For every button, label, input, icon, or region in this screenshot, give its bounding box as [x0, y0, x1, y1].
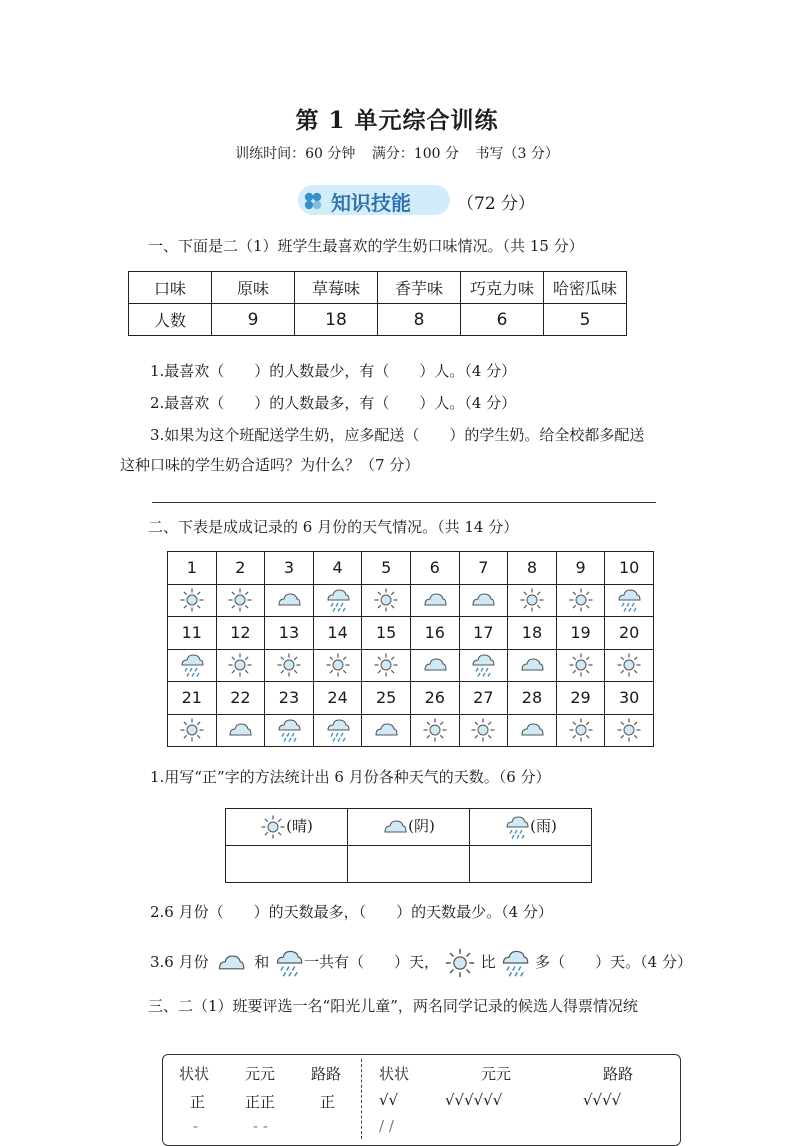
vote-tally-partial: - - — [253, 1117, 268, 1135]
day-number: 20 — [605, 617, 654, 650]
rain-icon — [276, 717, 302, 743]
sun-icon — [179, 587, 205, 613]
q2-sub1: 1.用写“正”字的方法统计出 6 月份各种天气的天数。（6 分） — [150, 768, 551, 786]
q2-sub3-mid: 一共有（ ）天， — [303, 953, 439, 971]
day-number: 8 — [508, 552, 557, 585]
weather-cell — [605, 649, 654, 682]
answer-line — [152, 502, 656, 503]
weather-cell — [410, 714, 459, 747]
cloud-icon — [382, 814, 408, 840]
cloud-icon — [276, 587, 302, 613]
sun-icon — [373, 587, 399, 613]
sun-icon — [276, 652, 302, 678]
tally-header-cloudy — [348, 809, 470, 846]
table-cell: 8 — [378, 304, 461, 336]
day-number: 15 — [362, 617, 411, 650]
vote-header: 状状 — [379, 1065, 410, 1083]
day-number: 19 — [556, 617, 605, 650]
q1-sub1: 1.最喜欢（ ）的人数最少，有（ ）人。（4 分） — [150, 362, 517, 380]
rain-icon — [500, 946, 530, 980]
weather-cell — [556, 714, 605, 747]
flower-dots-icon — [303, 191, 323, 211]
day-number: 2 — [216, 552, 265, 585]
sun-icon — [444, 947, 476, 979]
full-score: 满分：100 分 — [371, 146, 460, 162]
weather-cell — [556, 584, 605, 617]
day-number: 26 — [410, 682, 459, 715]
cloud-icon — [373, 717, 399, 743]
q1-sub2: 2.最喜欢（ ）的人数最多，有（ ）人。（4 分） — [150, 394, 517, 412]
day-number: 18 — [508, 617, 557, 650]
cloud-icon — [213, 948, 249, 978]
weather-cell — [265, 584, 314, 617]
q2-sub3-and: 和 — [254, 953, 270, 971]
cloud-icon — [519, 717, 545, 743]
rain-icon — [274, 946, 304, 980]
flavor-header-row — [129, 272, 627, 304]
tally-table — [225, 808, 592, 883]
tally-answer-row — [226, 846, 592, 883]
weather-cell — [168, 584, 217, 617]
q2-sub3-prefix: 3.6 月份 — [150, 953, 209, 971]
table-cell: 草莓味 — [295, 272, 378, 304]
vote-header: 元元 — [245, 1065, 276, 1083]
weather-cell — [362, 649, 411, 682]
section-banner — [298, 185, 450, 215]
sun-icon — [373, 652, 399, 678]
cloud-icon — [422, 652, 448, 678]
q1-sub3-line1: 3.如果为这个班配送学生奶，应多配送（ ）的学生奶。给全校都多配送 — [150, 426, 645, 444]
table-cell: 口味 — [129, 272, 212, 304]
rain-icon — [616, 587, 642, 613]
cloud-icon — [470, 587, 496, 613]
vote-tally: 正 — [190, 1093, 206, 1111]
table-cell: 6 — [461, 304, 544, 336]
q2-sub3 — [150, 942, 692, 982]
flavor-table — [128, 271, 627, 336]
day-number: 6 — [410, 552, 459, 585]
sun-icon — [325, 652, 351, 678]
weather-cell — [459, 714, 508, 747]
vote-divider — [361, 1059, 362, 1139]
tally-header-sunny — [226, 809, 348, 846]
tally-answer-cell[interactable] — [348, 846, 470, 883]
day-number: 7 — [459, 552, 508, 585]
tally-answer-cell[interactable] — [470, 846, 592, 883]
table-cell: 香芋味 — [378, 272, 461, 304]
vote-header: 元元 — [481, 1065, 512, 1083]
day-number: 12 — [216, 617, 265, 650]
day-number-row — [168, 682, 654, 715]
q2-heading: 二、下表是成成记录的 6 月份的天气情况。（共 14 分） — [148, 518, 519, 536]
day-number: 9 — [556, 552, 605, 585]
table-cell: 18 — [295, 304, 378, 336]
weather-cell — [362, 584, 411, 617]
vote-header: 路路 — [311, 1065, 342, 1083]
sun-icon — [616, 652, 642, 678]
weather-cell — [265, 649, 314, 682]
rain-icon — [325, 717, 351, 743]
day-number: 1 — [168, 552, 217, 585]
writing-score: 书写（3 分） — [475, 146, 559, 162]
table-cell: 原味 — [212, 272, 295, 304]
tally-label: (阴) — [408, 817, 435, 835]
flavor-count-row — [129, 304, 627, 336]
sun-icon — [519, 587, 545, 613]
vote-checks-partial: / / — [379, 1117, 394, 1135]
day-number: 25 — [362, 682, 411, 715]
q1-heading: 一、下面是二（1）班学生最喜欢的学生奶口味情况。（共 15 分） — [148, 237, 584, 255]
weather-cell — [605, 584, 654, 617]
tally-header-rainy — [470, 809, 592, 846]
tally-label: (雨) — [530, 817, 557, 835]
tally-answer-cell[interactable] — [226, 846, 348, 883]
sun-icon — [227, 652, 253, 678]
sun-icon — [568, 717, 594, 743]
day-number: 16 — [410, 617, 459, 650]
day-number: 3 — [265, 552, 314, 585]
weather-cell — [313, 649, 362, 682]
weather-table — [167, 551, 654, 747]
day-number: 14 — [313, 617, 362, 650]
sun-icon — [422, 717, 448, 743]
day-number: 11 — [168, 617, 217, 650]
page-title: 第 1 单元综合训练 — [295, 107, 499, 134]
exam-info — [0, 143, 794, 163]
weather-cell — [168, 649, 217, 682]
day-number: 27 — [459, 682, 508, 715]
cloud-icon — [422, 587, 448, 613]
sun-icon — [568, 587, 594, 613]
section-score: （72 分） — [457, 194, 536, 214]
tally-label: (晴) — [286, 817, 313, 835]
weather-icon-row — [168, 584, 654, 617]
section-label: 知识技能 — [331, 191, 411, 215]
day-number: 22 — [216, 682, 265, 715]
weather-cell — [508, 584, 557, 617]
table-cell: 哈密瓜味 — [544, 272, 627, 304]
vote-checks: √√√√√√ — [445, 1091, 503, 1109]
vote-record-box — [162, 1054, 681, 1146]
vote-tally-partial: - — [193, 1117, 199, 1135]
tally-header-row — [226, 809, 592, 846]
day-number: 28 — [508, 682, 557, 715]
weather-cell — [168, 714, 217, 747]
day-number-row — [168, 617, 654, 650]
weather-cell — [216, 649, 265, 682]
day-number: 5 — [362, 552, 411, 585]
weather-cell — [216, 584, 265, 617]
weather-cell — [605, 714, 654, 747]
sun-icon — [227, 587, 253, 613]
day-number: 10 — [605, 552, 654, 585]
day-number: 24 — [313, 682, 362, 715]
weather-cell — [362, 714, 411, 747]
weather-cell — [556, 649, 605, 682]
weather-cell — [216, 714, 265, 747]
q2-sub3-suffix: 多（ ）天。（4 分） — [535, 953, 692, 971]
sun-icon — [616, 717, 642, 743]
day-number-row — [168, 552, 654, 585]
table-cell: 人数 — [129, 304, 212, 336]
day-number: 21 — [168, 682, 217, 715]
cloud-icon — [519, 652, 545, 678]
q3-heading: 三、二（1）班要评选一名“阳光儿童”，两名同学记录的候选人得票情况统 — [148, 997, 638, 1015]
vote-tally: 正 — [320, 1093, 336, 1111]
q1-sub3-line2: 这种口味的学生奶合适吗？为什么？（7 分） — [120, 456, 420, 474]
weather-cell — [313, 584, 362, 617]
vote-checks: √√√√ — [583, 1091, 622, 1109]
vote-tally: 正正 — [245, 1093, 276, 1111]
rain-icon — [470, 652, 496, 678]
rain-icon — [179, 652, 205, 678]
q2-sub3-than: 比 — [480, 953, 496, 971]
weather-cell — [410, 584, 459, 617]
rain-icon — [504, 814, 530, 840]
weather-cell — [313, 714, 362, 747]
q2-sub2: 2.6 月份（ ）的天数最多，（ ）的天数最少。（4 分） — [150, 903, 553, 921]
weather-cell — [459, 584, 508, 617]
weather-cell — [508, 714, 557, 747]
weather-cell — [410, 649, 459, 682]
time-limit: 训练时间：60 分钟 — [235, 146, 356, 162]
day-number: 13 — [265, 617, 314, 650]
table-cell: 9 — [212, 304, 295, 336]
sun-icon — [179, 717, 205, 743]
sun-icon — [470, 717, 496, 743]
day-number: 4 — [313, 552, 362, 585]
weather-icon-row — [168, 714, 654, 747]
sun-icon — [260, 814, 286, 840]
day-number: 29 — [556, 682, 605, 715]
vote-header: 状状 — [179, 1065, 210, 1083]
table-cell: 5 — [544, 304, 627, 336]
sun-icon — [568, 652, 594, 678]
cloud-icon — [227, 717, 253, 743]
rain-icon — [325, 587, 351, 613]
vote-checks: √√ — [379, 1091, 399, 1109]
weather-icon-row — [168, 649, 654, 682]
table-cell: 巧克力味 — [461, 272, 544, 304]
vote-header: 路路 — [603, 1065, 634, 1083]
weather-cell — [459, 649, 508, 682]
day-number: 23 — [265, 682, 314, 715]
day-number: 30 — [605, 682, 654, 715]
day-number: 17 — [459, 617, 508, 650]
weather-cell — [265, 714, 314, 747]
weather-cell — [508, 649, 557, 682]
